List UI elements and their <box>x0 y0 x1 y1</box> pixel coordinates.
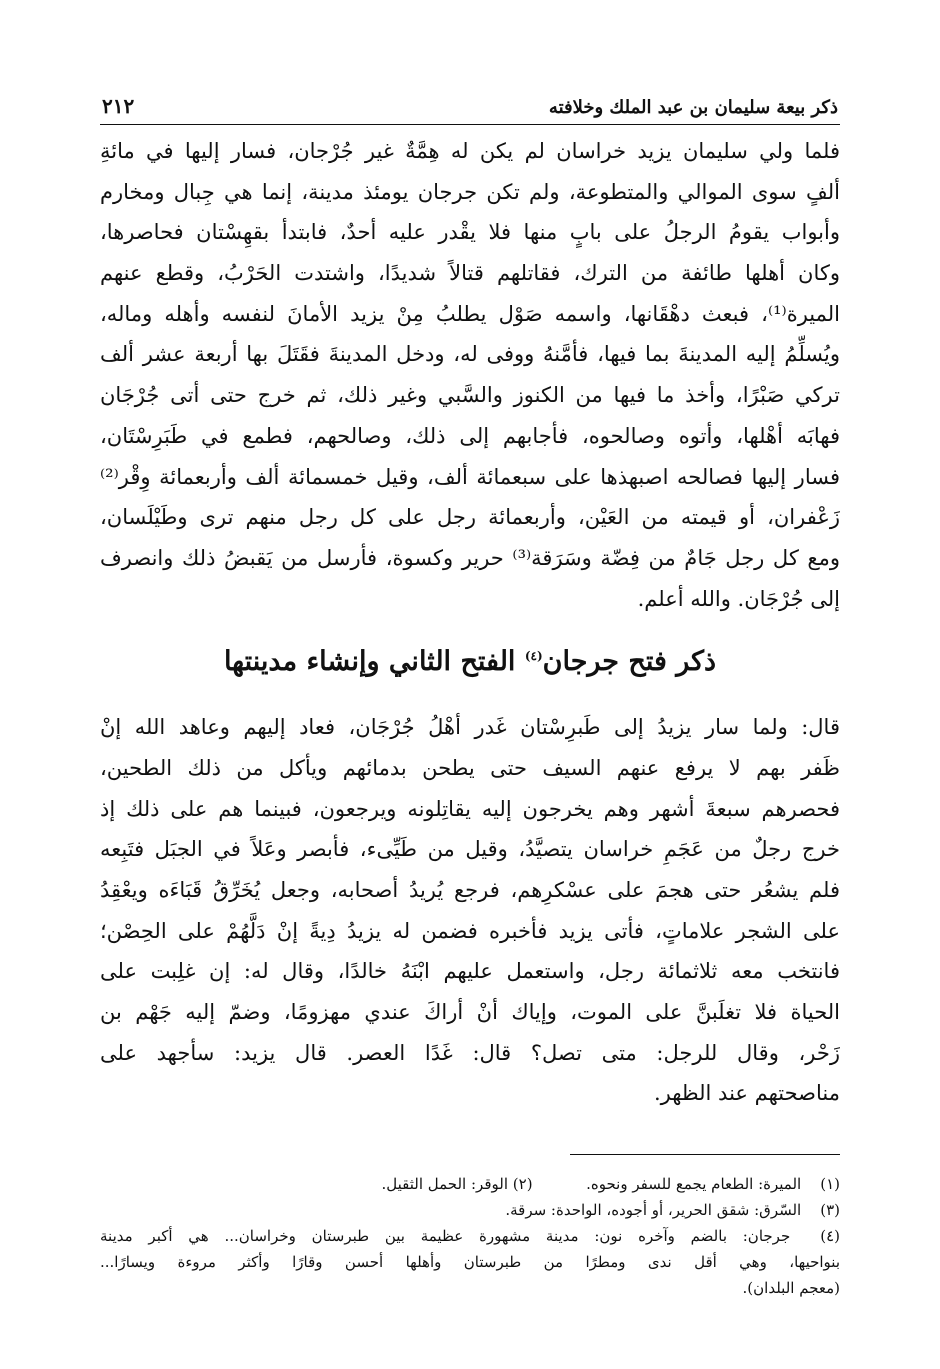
text-line: وكان أهلها طائفة من الترك، فقاتلهم قتالاً شديدًا، واشتدت الحَرْبُ، وقطع عنهم <box>100 261 840 286</box>
footnote-number: (١) <box>820 1175 840 1194</box>
section-1-body <box>100 131 840 619</box>
text-line: زَحْر، وقال للرجل: متى تصل؟ قال: غَدًا العصر. قال يزيد: سأجهد على <box>100 1040 840 1065</box>
text-line: ألفٍ سوى الموالي والمتطوعة، ولم تكن جرجان يومئذ مدينة، إنما هي جِبال ومخارم <box>100 179 840 204</box>
text-line: فلم يشعُر حتى هجمَ على عسْكرِهم، فرجع يُريدُ أصحابه، وجعل يُخَرِّقُ قَبَاءَه ويعْقِدُ <box>100 878 840 902</box>
footnote-row <box>100 1223 840 1249</box>
text-line: إلى جُرْجَان. والله أعلم. <box>637 586 840 611</box>
footnote-number: (٤) <box>820 1227 840 1246</box>
text-line: قال: ولما سار يزيدُ إلى طَبرِسْتان غَدر أهْلُ جُرْجَان، فعاد إليهم وعاهد الله إنْ <box>100 715 840 740</box>
text-line: فانتخب معه ثلاثمائة رجل، واستعمل عليهم ابْنَهُ خالدًا، وقال له: إن غلِبت على <box>100 959 840 984</box>
text-line: خرج رجلٌ من عَجَمِ خراسان يتصيَّدُ، وقيل من طَيِّىء، فأبصر وعَلاً في الجبَل فتَبِعه <box>100 837 840 862</box>
text-line: على الشجر علاماتٍ، فأتى يزيد فأخبره فضمن له يزيدُ دِيةً إنْ دَلَّهُمْ على الحِصْن؛ <box>100 918 840 943</box>
footnote-text: الميرة: الطعام يجمع للسفر ونحوه. <box>586 1175 802 1194</box>
footnote-number: (٣) <box>820 1201 840 1220</box>
text-line: تركي صَبْرًا، وأخذ ما فيها من الكنوز والسَّبي وغير ذلك، ثم خرج حتى أتى جُرْجَان <box>100 383 840 408</box>
text-line: الميرة⁽¹⁾، فبعث دهْقَانها، واسمه صَوْل يطلبُ مِنْ يزيد الأمانَ لنفسه وأهله وماله، <box>100 301 840 326</box>
text-line: وأبواب يقومُ الرجلُ على بابٍ منها فلا يقْدر عليه أحدٌ، فابتدأ بقهِسْتان فحاصرها، <box>100 220 840 245</box>
text-line: ومع كل رجل جَامٌ من فِضّة وسَرَقة⁽³⁾ حرير وكسوة، فأرسل من يَقبضُ ذلك وانصرف <box>100 545 840 570</box>
footnote-text: الوقر: الحمل الثقيل. <box>381 1175 508 1194</box>
text-line: فحصرهم سبعةَ أشهر وهم يخرجون إليه يقاتِلونه ويرجعون، فبينما هم على ذلك إذ <box>100 796 840 821</box>
footnote-marker: (٤) <box>524 649 543 664</box>
text-line: فلما ولي سليمان يزيد خراسان لم يكن له هِمَّةٌ غير جُرْجان، فسار إليها في مائةِ <box>100 139 840 163</box>
text-line: ظَفر بهم لا يرفع عنهم السيف حتى يطحن بدمائهم ويأكل من ذلك الطحين، <box>100 755 840 780</box>
footnote-number: (٢) <box>512 1175 533 1194</box>
text-line: ويُسلِّمُ إليه المدينةَ بما فيها، فأمَّنهُ ووفى له، ودخل المدينةَ فقَتَلَ بها أربعة عشر ألف <box>100 342 840 367</box>
footnote-text: جرجان: بالضم وآخره نون: مدينة مشهورة عظيمة بين طبرستان وخراسان... هي أكبر مدينة <box>100 1227 791 1246</box>
footnote-continuation: (معجم البلدان). <box>742 1279 840 1298</box>
page-header <box>100 78 840 125</box>
text-line: زَعْفران، أو قيمته من العَيْن، وأربعمائة رجل على كل رجل منهم ترى وطَيْلَسان، <box>100 505 840 530</box>
text-line: فسار إليها فصالحه اصبهذها على سبعمائة ألف، وقيل خمسمائة ألف وأربعمائة وِقْر⁽²⁾ <box>100 464 840 489</box>
page-number: ٢١٢ <box>102 94 135 118</box>
heading-text-end: الفتح الثاني وإنشاء مدينتها <box>223 646 525 678</box>
text-line: مناصحتهم عند الظهر. <box>653 1081 840 1106</box>
footnote-row <box>100 1171 840 1197</box>
book-page <box>100 78 840 1301</box>
footnotes <box>100 1171 840 1301</box>
heading-text-start: ذكر فتح جرجان <box>542 646 717 678</box>
footnote-text: السّرق: شقق الحرير، أو أجوده، الواحدة: سرقة. <box>505 1201 802 1220</box>
footnote-continuation: بنواحيها، وهي أقل ندى ومطرًا من طبرستان وأهلها أحسن وقارًا وأكثر مروءة ويسارًا... <box>100 1253 840 1272</box>
running-title: ذكر بيعة سليمان بن عبد الملك وخلافته <box>548 97 838 118</box>
footnote-divider <box>570 1154 840 1155</box>
section-heading <box>100 641 840 683</box>
text-line: الحياة فلا تغلَبنَّ على الموت، وإياك أنْ أراكَ عندي مهزومًا، وضمّ إليه جَهْم بن <box>100 1000 840 1025</box>
text-line: فهابَه أهْلها، وأتوه وصالحوه، فأجابهم إلى ذلك، وصالحهم، فطمع في طَبَرِسْتَان، <box>100 423 840 448</box>
footnote-row <box>100 1197 840 1223</box>
section-2-body <box>100 707 840 1114</box>
